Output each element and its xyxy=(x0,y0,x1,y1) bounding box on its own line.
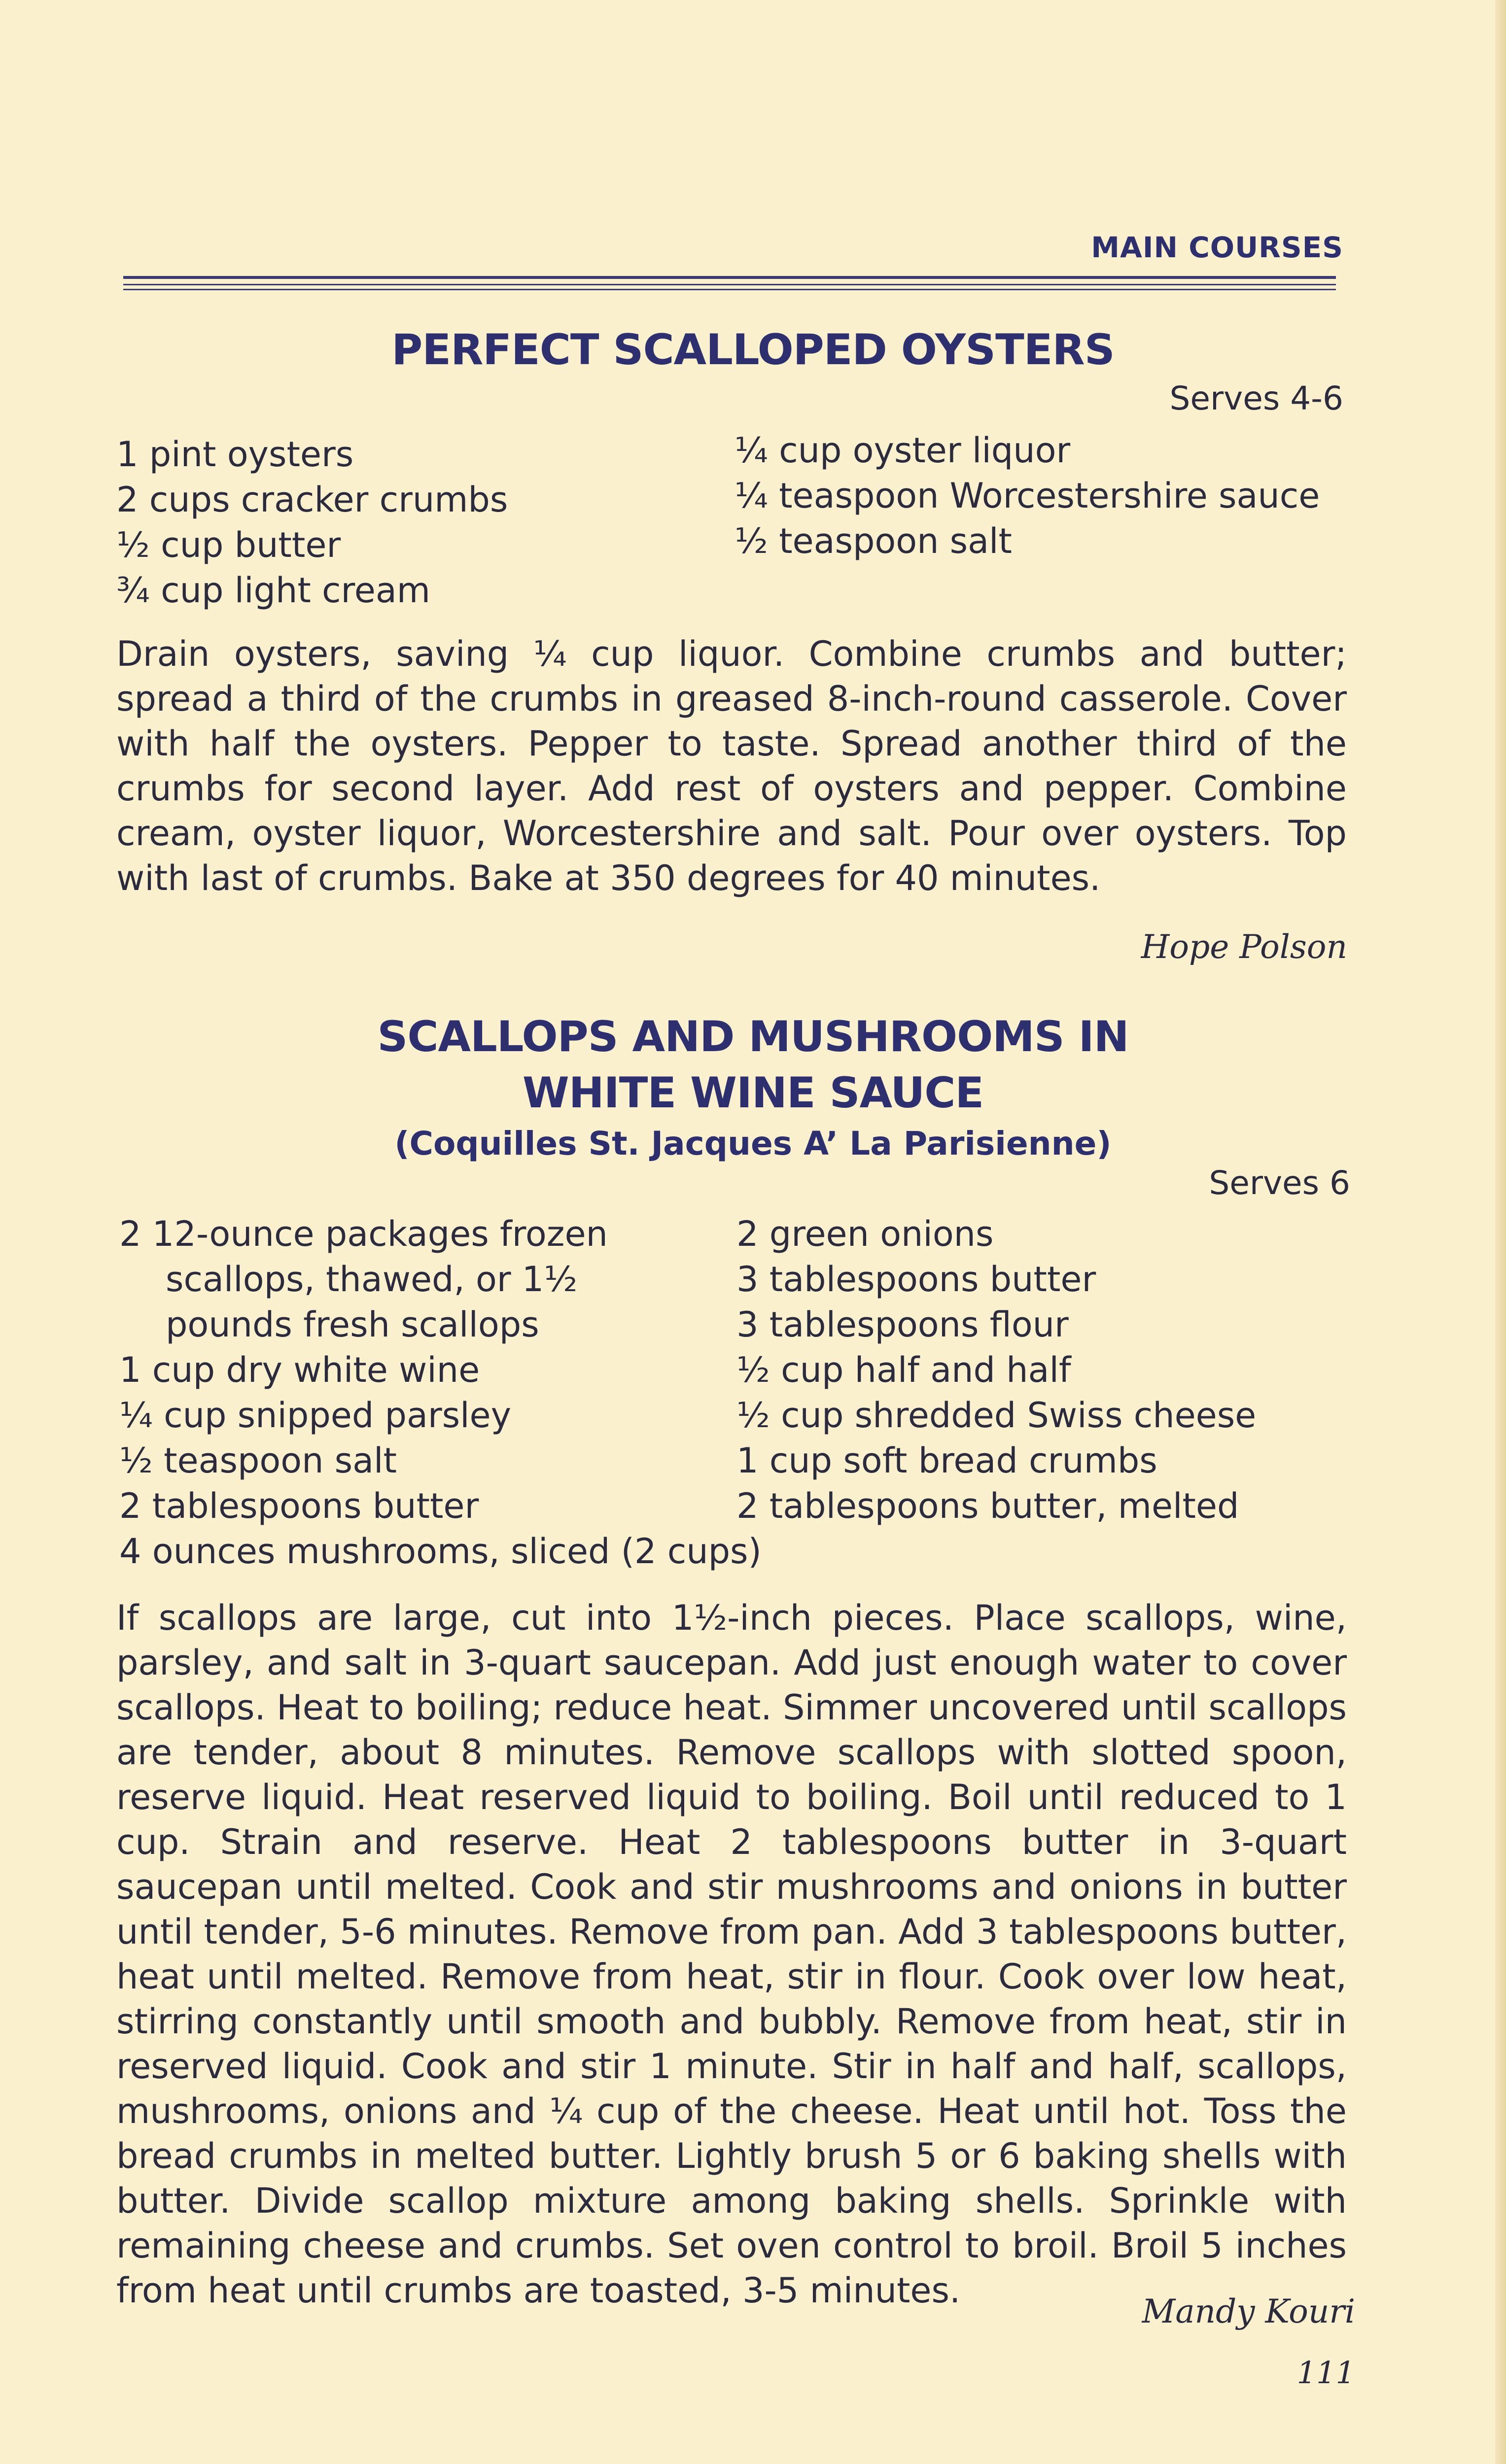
ingredient-list-right xyxy=(735,428,1320,564)
recipe-title: PERFECT SCALLOPED OYSTERS xyxy=(391,325,1115,375)
ingredient-item: ½ cup butter xyxy=(116,525,341,565)
section-header: MAIN COURSES xyxy=(1091,231,1343,264)
ingredient-item: 2 cups cracker crumbs xyxy=(116,479,508,520)
recipe-serves: Serves 4-6 xyxy=(1169,379,1343,417)
header-rule xyxy=(123,284,1336,285)
ingredient-item: 2 tablespoons butter, melted xyxy=(736,1486,1239,1526)
ingredient-item: ½ cup shredded Swiss cheese xyxy=(736,1395,1257,1436)
ingredient-item: ½ cup half and half xyxy=(736,1350,1071,1390)
ingredient-item: 3 tablespoons butter xyxy=(736,1259,1096,1300)
ingredient-item: 1 pint oysters xyxy=(116,434,354,475)
ingredient-list-left xyxy=(119,1211,762,1574)
ingredient-item: 1 cup soft bread crumbs xyxy=(736,1440,1157,1481)
recipe-title-line-2: WHITE WINE SAUCE xyxy=(522,1068,984,1118)
ingredient-item: ½ teaspoon salt xyxy=(119,1440,397,1481)
ingredient-item: ½ teaspoon salt xyxy=(735,521,1012,561)
header-rule xyxy=(123,289,1336,290)
recipe-serves: Serves 6 xyxy=(1209,1164,1350,1202)
recipe-directions: If scallops are large, cut into 1½-inch pieces. Place scallops, wine, parsley, and salt in 3-quart saucepan. Add just enough water to cover scallops. Heat to boiling; reduce heat. Simmer uncovered until scallops are tender, about 8 minutes. Remove scallops with slotted spoon, reserve liquid. Heat reserved liquid to boiling. Boil until reduced to 1 cup. Strain and reserve. Heat 2 tablespoons butter in 3-quart saucepan until melted. Cook and stir mushrooms and onions in butter until tender, 5-6 minutes. Remove from pan. Add 3 tablespoons butter, heat until melted. Remove from heat, stir in flour. Cook over low heat, stirring constantly until smooth and bubbly. Remove from heat, stir in reserved liquid. Cook and stir 1 minute. Stir in half and half, scallops, mushrooms, onions and ¼ cup of the cheese. Heat until hot. Toss the bread crumbs in melted butter. Lightly brush 5 or 6 baking shells with butter. Divide scallop mixture among baking shells. Sprinkle with remaining cheese and crumbs. Set oven control to broil. Broil 5 inches from heat until crumbs are toasted, 3-5 minutes. xyxy=(116,1598,1347,2311)
recipe-title-line-1: SCALLOPS AND MUSHROOMS IN xyxy=(377,1012,1129,1061)
recipe-author: Mandy Kouri xyxy=(1142,2293,1355,2330)
ingredient-item: pounds fresh scallops xyxy=(166,1304,539,1345)
page-number: 111 xyxy=(1296,2355,1355,2391)
recipe-directions: Drain oysters, saving ¼ cup liquor. Combine crumbs and butter; spread a third of the crumbs in greased 8-inch-round casserole. Cover with half the oysters. Pepper to taste. Spread another third of the crumbs for second layer. Add rest of oysters and pepper. Combine cream, oyster liquor, Worcestershire and salt. Pour over oysters. Top with last of crumbs. Bake at 350 degrees for 40 minutes. xyxy=(116,634,1347,898)
ingredient-list-left xyxy=(116,432,508,613)
ingredient-item: 4 ounces mushrooms, sliced (2 cups) xyxy=(119,1531,762,1572)
ingredient-item: ¼ cup snipped parsley xyxy=(119,1395,512,1436)
ingredient-item: 2 tablespoons butter xyxy=(119,1486,479,1526)
ingredient-item: 2 12-ounce packages frozen xyxy=(119,1214,608,1254)
ingredient-item: ¾ cup light cream xyxy=(116,570,430,611)
ingredient-item: 1 cup dry white wine xyxy=(119,1350,480,1390)
ingredient-item: 3 tablespoons flour xyxy=(736,1304,1069,1345)
header-rule xyxy=(123,276,1336,279)
ingredient-item: ¼ teaspoon Worcestershire sauce xyxy=(735,476,1320,516)
recipe-author: Hope Polson xyxy=(1141,928,1347,966)
ingredient-item: 2 green onions xyxy=(736,1214,994,1254)
recipe-subtitle: (Coquilles St. Jacques A’ La Parisienne) xyxy=(394,1125,1112,1163)
ingredient-item: scallops, thawed, or 1½ xyxy=(166,1259,578,1300)
ingredient-list-right xyxy=(736,1211,1256,1529)
ingredient-item: ¼ cup oyster liquor xyxy=(735,430,1071,471)
